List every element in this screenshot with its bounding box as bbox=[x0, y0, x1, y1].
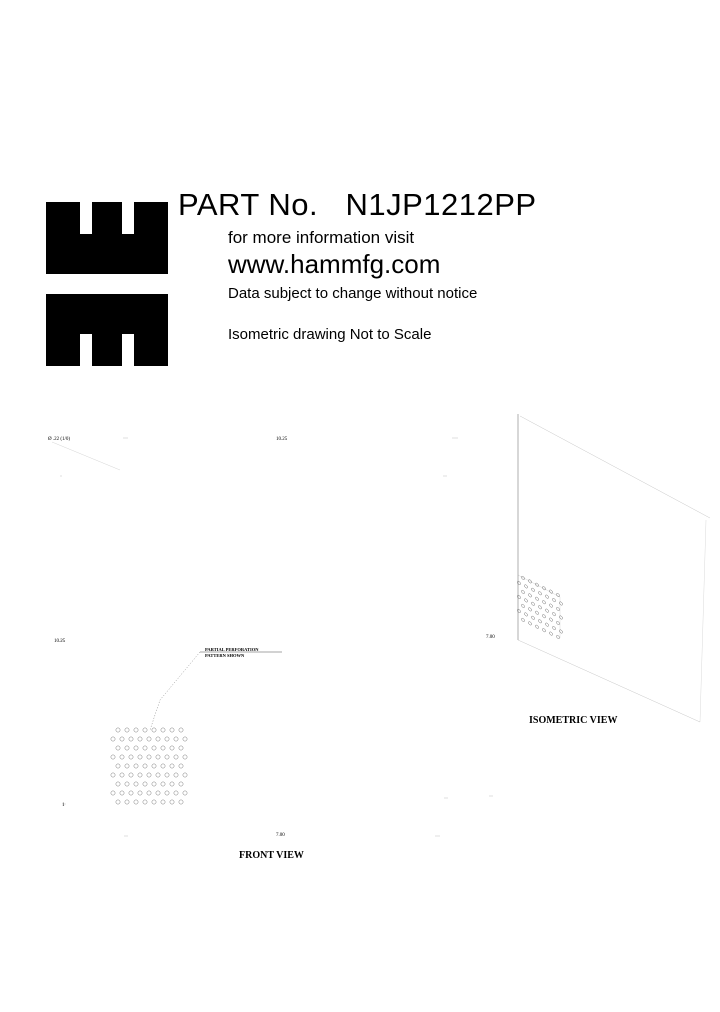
isometric-view-group bbox=[518, 414, 711, 726]
website-link[interactable]: www.hammfg.com bbox=[228, 249, 441, 279]
callout-line-1: PARTIAL PERFORATION bbox=[205, 647, 259, 652]
technical-drawing bbox=[0, 400, 720, 900]
logo-shape bbox=[46, 202, 80, 274]
callout-leader-line bbox=[150, 652, 200, 730]
isometric-view-label: ISOMETRIC VIEW bbox=[529, 715, 618, 726]
dim-top-center: 10.25 bbox=[276, 437, 288, 442]
perforation-pattern-front bbox=[111, 728, 187, 804]
title-text-block bbox=[178, 186, 698, 343]
perforation-pattern-isometric bbox=[518, 574, 563, 641]
dim-left-mid: 10.25 bbox=[54, 639, 66, 644]
callout-line-2: PATTERN SHOWN bbox=[205, 653, 245, 658]
more-information-text: for more information visit bbox=[228, 228, 415, 247]
scale-note-text: Isometric drawing Not to Scale bbox=[228, 326, 432, 343]
dim-bottom-center: 7.00 bbox=[276, 833, 285, 838]
disclaimer-text: Data subject to change without notice bbox=[228, 285, 478, 302]
drawing-canvas bbox=[0, 400, 720, 900]
part-number-label: PART No. bbox=[178, 187, 319, 222]
part-number-line bbox=[178, 186, 698, 224]
logo-shape bbox=[76, 294, 138, 334]
front-view-label: FRONT VIEW bbox=[239, 850, 304, 861]
part-number-value: N1JP1212PP bbox=[345, 187, 537, 222]
title-header bbox=[0, 186, 720, 386]
dim-diameter-note: Ø .22 (1/0) bbox=[48, 437, 71, 442]
front-view-group bbox=[48, 437, 495, 861]
logo-shape bbox=[134, 294, 168, 366]
logo-shape bbox=[46, 294, 80, 366]
logo-shape bbox=[134, 202, 168, 274]
dim-right-mid: 7.00 bbox=[486, 635, 495, 640]
dim-left-lower: 1 bbox=[62, 803, 65, 808]
logo-shape bbox=[76, 234, 138, 274]
hammond-manufacturing-logo bbox=[46, 202, 174, 382]
